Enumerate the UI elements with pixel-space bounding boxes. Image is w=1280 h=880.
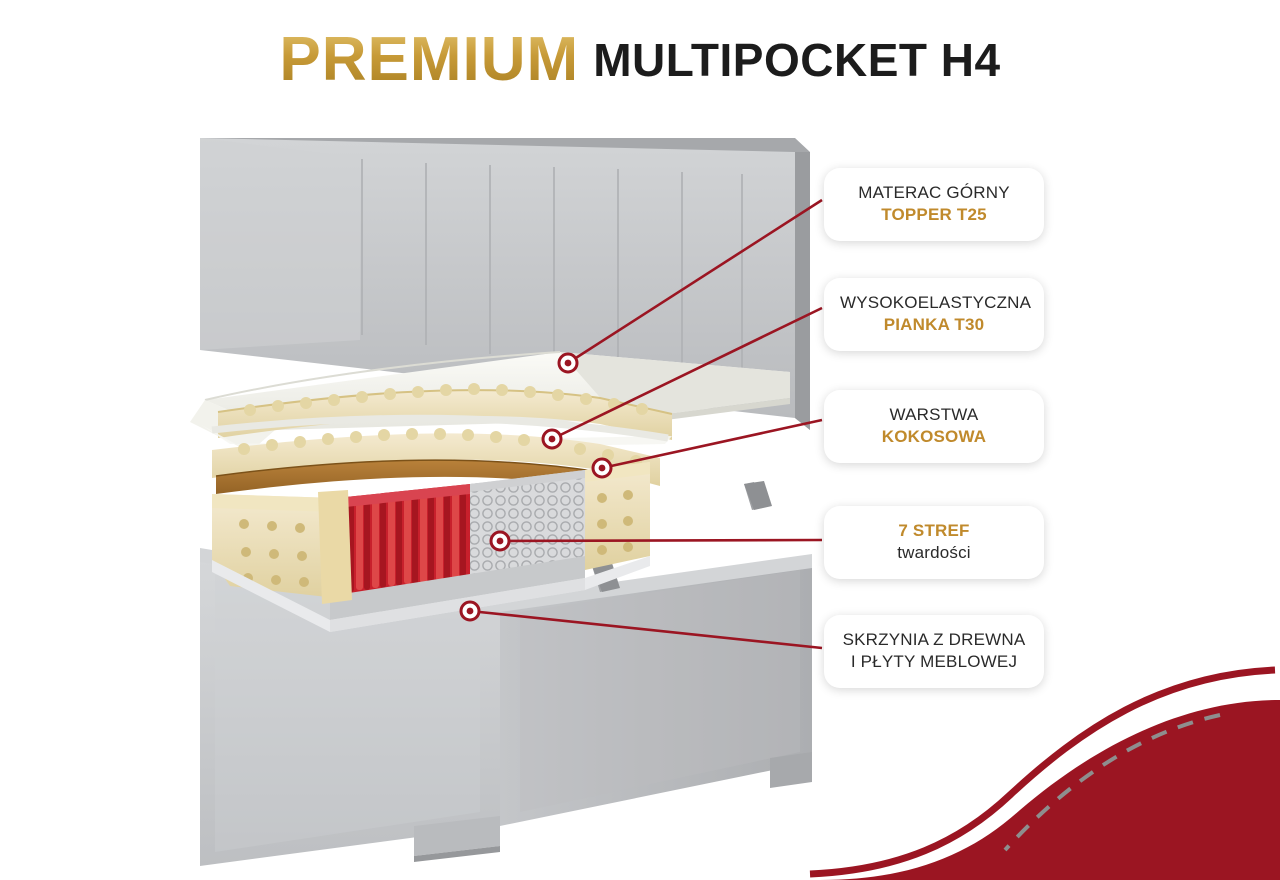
- callout-topper-line-2: TOPPER T25: [881, 204, 987, 224]
- callout-box-line-2: I PŁYTY MEBLOWEJ: [850, 651, 1018, 671]
- callout-box: [824, 615, 1044, 688]
- callout-zones: [824, 506, 1044, 579]
- callout-coir-line-1: WARSTWA: [889, 405, 979, 424]
- title-secondary: MULTIPOCKET H4: [593, 33, 1001, 86]
- callout-foam-line-2: PIANKA T30: [883, 314, 985, 334]
- callout-zones-line-2: twardości: [897, 542, 971, 562]
- callout-foam: [824, 278, 1044, 351]
- title-premium: PREMIUM: [279, 25, 580, 94]
- callout-zones-line-1: 7 STREF: [898, 521, 970, 540]
- callout-coir: [824, 390, 1044, 463]
- callout-topper-line-1: MATERAC GÓRNY: [858, 183, 1010, 202]
- callout-coir-line-2: KOKOSOWA: [881, 426, 987, 446]
- callout-box-line-1: SKRZYNIA Z DREWNA: [842, 630, 1026, 649]
- callout-topper: [824, 168, 1044, 241]
- callout-foam-line-1: WYSOKOELASTYCZNA: [840, 293, 1032, 312]
